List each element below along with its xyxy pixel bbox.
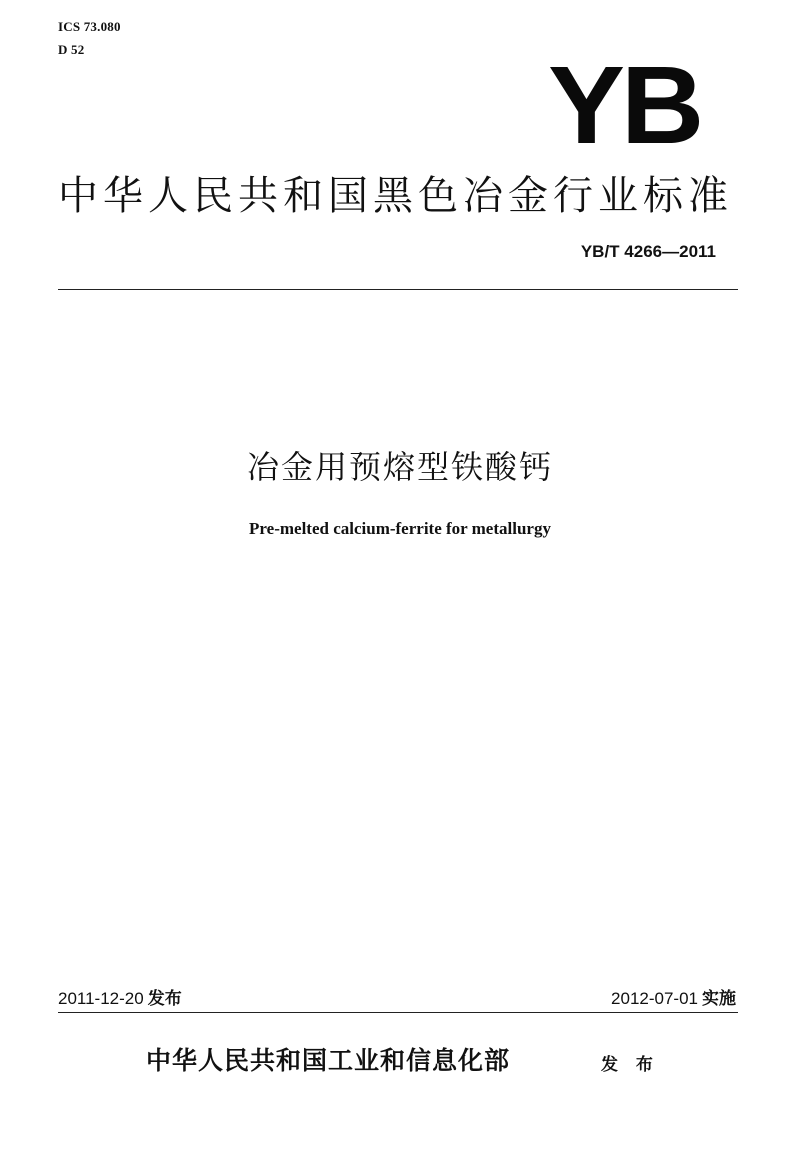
- issuing-authority: 中华人民共和国工业和信息化部: [146, 1046, 511, 1075]
- ics-code: ICS 73.080: [58, 19, 121, 34]
- issue-date: [58, 988, 182, 1010]
- ccs-code: D 52: [58, 42, 85, 57]
- footer-divider: [58, 1012, 738, 1013]
- implementation-date-value: 2012-07-01: [611, 989, 698, 1008]
- issue-date-label: 发布: [147, 989, 182, 1009]
- standard-number: YB/T 4266—2011: [580, 242, 716, 261]
- document-title-english: Pre-melted calcium-ferrite for metallurgy: [249, 519, 551, 538]
- issuing-action: 发 布: [601, 1055, 659, 1075]
- header-divider: [58, 289, 738, 290]
- implementation-date-label: 实施: [702, 989, 736, 1009]
- issue-date-value: 2011-12-20: [58, 989, 144, 1008]
- document-title-chinese: 冶金用预熔型铁酸钙: [246, 448, 553, 486]
- implementation-date: [611, 988, 736, 1010]
- yb-logo: YB: [548, 44, 701, 167]
- standard-organization-title: 中华人民共和国黑色冶金行业标准: [58, 173, 733, 219]
